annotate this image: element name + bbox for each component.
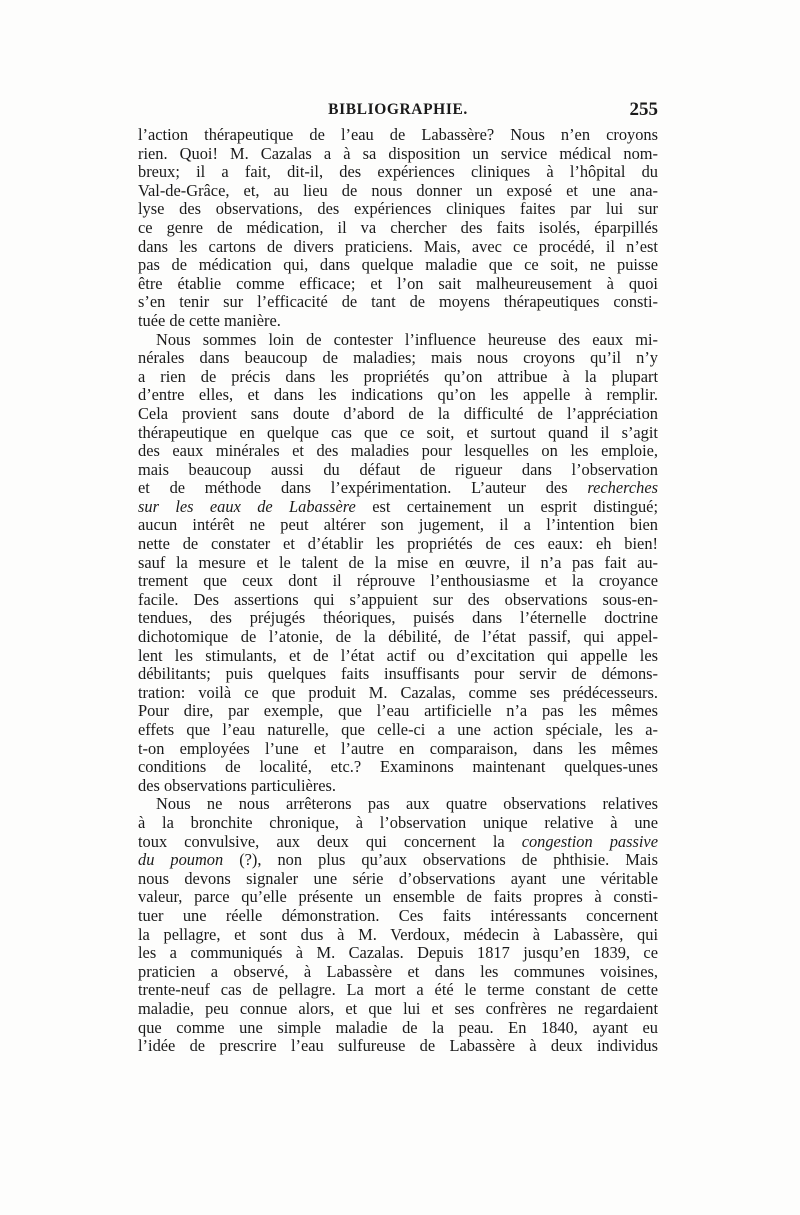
text-line: nérales dans beaucoup de maladies; mais nous croyons qu’il n’y xyxy=(138,348,658,368)
italic-phrase: recherches xyxy=(587,478,658,498)
text-line: Nous ne nous arrêterons pas aux quatre observations relatives xyxy=(156,794,658,814)
text-line: Val-de-Grâce, et, au lieu de nous donner un exposé et une ana- xyxy=(138,180,658,200)
text-line: sur les eaux de Labassère est certainement un esprit distingué; xyxy=(138,496,658,516)
text-line: ce genre de médication, il va chercher des faits isolés, éparpillés xyxy=(138,217,658,237)
text-line: pas de médication qui, dans quelque maladie que ce soit, ne puisse xyxy=(138,255,658,275)
text-line: s’en tenir sur l’efficacité de tant de moyens thérapeutiques consti- xyxy=(138,292,658,312)
page-number: 255 xyxy=(629,99,658,120)
text-line: et de méthode dans l’expérimentation. L’auteur des recherches xyxy=(138,478,658,498)
text-line: breux; il a fait, dit-il, des expériences cliniques à l’hôpital du xyxy=(138,162,658,182)
text-line: l’idée de prescrire l’eau sulfureuse de Labassère à deux individus xyxy=(138,1036,658,1056)
text-line: lent les stimulants, et de l’état actif ou d’excitation qui appelle les xyxy=(138,645,658,665)
text-line: dichotomique de l’atonie, de la débilité, de l’état passif, qui appel- xyxy=(138,627,658,647)
text-line: être établie comme efficace; et l’on sait malheureusement à quoi xyxy=(138,273,658,293)
text-line: tration: voilà ce que produit M. Cazalas, comme ses prédécesseurs. xyxy=(138,682,658,702)
text-line: mais beaucoup aussi du défaut de rigueur dans l’observation xyxy=(138,459,658,479)
text-line: rien. Quoi! M. Cazalas a à sa disposition un service médical nom- xyxy=(138,143,658,163)
italic-phrase: congestion passive xyxy=(521,831,658,851)
text-line: lyse des observations, des expériences cliniques faites par lui sur xyxy=(138,199,658,219)
text-line: aucun intérêt ne peut altérer son jugement, il a l’intention bien xyxy=(138,515,658,535)
italic-phrase: du poumon xyxy=(138,850,224,870)
italic-phrase: sur les eaux de Labassère xyxy=(138,496,356,516)
text-line: conditions de localité, etc.? Examinons maintenant quelques-unes xyxy=(138,757,658,777)
text-line: Nous sommes loin de contester l’influence heureuse des eaux mi- xyxy=(156,329,658,349)
text-line: Pour dire, par exemple, que l’eau artificielle n’a pas les mêmes xyxy=(138,701,658,721)
text-line: Cela provient sans doute d’abord de la difficulté de l’appréciation xyxy=(138,403,658,423)
text-line: valeur, parce qu’elle présente un ensemble de faits propres à consti- xyxy=(138,887,658,907)
text-line: praticien a observé, à Labassère et dans les communes voisines, xyxy=(138,961,658,981)
text-line: tuée de cette manière. xyxy=(138,310,281,330)
body-text xyxy=(138,126,658,1056)
text-line: sauf la mesure et le talent de la mise en œuvre, il n’a pas fait au- xyxy=(138,552,658,572)
text-line: l’action thérapeutique de l’eau de Labassère? Nous n’en croyons xyxy=(138,125,658,144)
running-title: BIBLIOGRAPHIE. xyxy=(328,101,468,118)
text-line: toux convulsive, aux deux qui concernent la congestion passive xyxy=(138,831,658,851)
running-head xyxy=(138,99,658,125)
text-line: tendues, des préjugés théoriques, puisés dans l’éternelle doctrine xyxy=(138,608,658,628)
text-line: débilitants; puis quelques faits insuffisants pour servir de démons- xyxy=(138,664,658,684)
text-line: maladie, peu connue alors, et que lui et ses confrères ne regardaient xyxy=(138,998,658,1018)
text-line: d’entre elles, et dans les indications qu’on les appelle à remplir. xyxy=(138,385,658,405)
text-line: nous devons signaler une série d’observations ayant une véritable xyxy=(138,868,658,888)
text-line: que comme une simple maladie de la peau. En 1840, ayant eu xyxy=(138,1017,658,1037)
text-line: facile. Des assertions qui s’appuient sur des observations sous-en- xyxy=(138,589,658,609)
text-line: trement que ceux dont il réprouve l’enthousiasme et la croyance xyxy=(138,571,658,591)
text-line: t-on employées l’une et l’autre en comparaison, dans les mêmes xyxy=(138,738,658,758)
text-line: dans les cartons de divers praticiens. Mais, avec ce procédé, il n’est xyxy=(138,236,658,256)
text-line: des eaux minérales et des maladies pour lesquelles on les emploie, xyxy=(138,441,658,461)
text-line: les a communiqués à M. Cazalas. Depuis 1817 jusqu’en 1839, ce xyxy=(138,943,658,963)
text-line: des observations particulières. xyxy=(138,775,336,795)
text-line: du poumon (?), non plus qu’aux observations de phthisie. Mais xyxy=(138,850,658,870)
text-line: nette de constater et d’établir les propriétés de ces eaux: eh bien! xyxy=(138,534,658,554)
text-line: la pellagre, et sont dus à M. Verdoux, médecin à Labassère, qui xyxy=(138,924,658,944)
text-line: effets que l’eau naturelle, que celle-ci a une action spéciale, les a- xyxy=(138,720,658,739)
text-line: tuer une réelle démonstration. Ces faits intéressants concernent xyxy=(138,905,658,925)
text-line: trente-neuf cas de pellagre. La mort a été le terme constant de cette xyxy=(138,980,658,1000)
text-line: à la bronchite chronique, à l’observation unique relative à une xyxy=(138,812,658,832)
text-line: thérapeutique en quelque cas que ce soit, et surtout quand il s’agit xyxy=(138,422,658,442)
text-line: a rien de précis dans les propriétés qu’on attribue à la plupart xyxy=(138,366,658,386)
